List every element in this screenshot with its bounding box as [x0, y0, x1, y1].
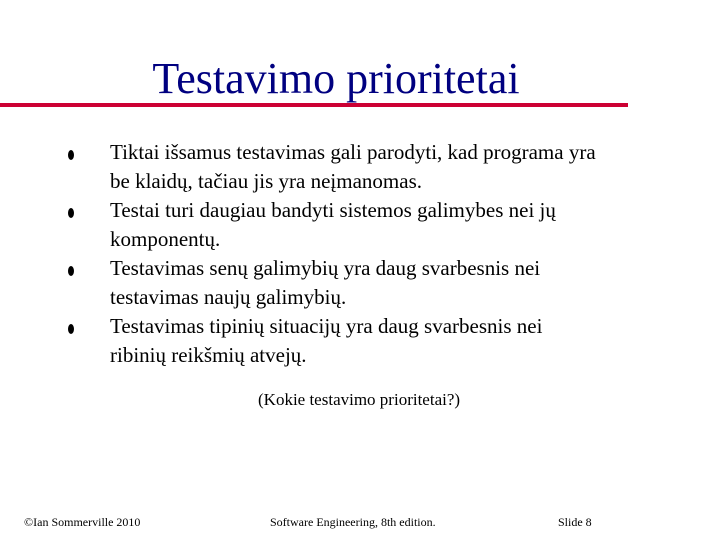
bullet-text-line: Testavimas tipinių situacijų yra daug svarbesnis nei [110, 314, 543, 338]
bullet-item [110, 254, 690, 312]
bullet-text-line: Testai turi daugiau bandyti sistemos galimybes nei jų [110, 198, 556, 222]
footer-copyright: ©Ian Sommerville 2010 [24, 515, 141, 529]
question-subtitle: (Kokie testavimo prioritetai?) [258, 390, 461, 409]
footer-book-title: Software Engineering, 8th edition. [270, 515, 436, 529]
bullet-text-line: be klaidų, tačiau jis yra neįmanomas. [110, 169, 422, 193]
bullet-list [110, 138, 690, 370]
bullet-item [110, 138, 690, 196]
bullet-dot-icon [68, 266, 74, 276]
bullet-dot-icon [68, 150, 74, 160]
slide-title: Testavimo prioritetai [152, 54, 520, 103]
bullet-text-line: komponentų. [110, 227, 221, 251]
bullet-text-line: testavimas naujų galimybių. [110, 285, 347, 309]
bullet-text-line: Tiktai išsamus testavimas gali parodyti, kad programa yra [110, 140, 596, 164]
footer-slide-number: Slide 8 [558, 515, 592, 529]
bullet-dot-icon [68, 324, 74, 334]
bullet-item [110, 196, 690, 254]
bullet-item [110, 312, 690, 370]
bullet-text-line: ribinių reikšmių atvejų. [110, 343, 307, 367]
bullet-text-line: Testavimas senų galimybių yra daug svarbesnis nei [110, 256, 541, 280]
title-underline-rule [0, 103, 628, 107]
bullet-dot-icon [68, 208, 74, 218]
